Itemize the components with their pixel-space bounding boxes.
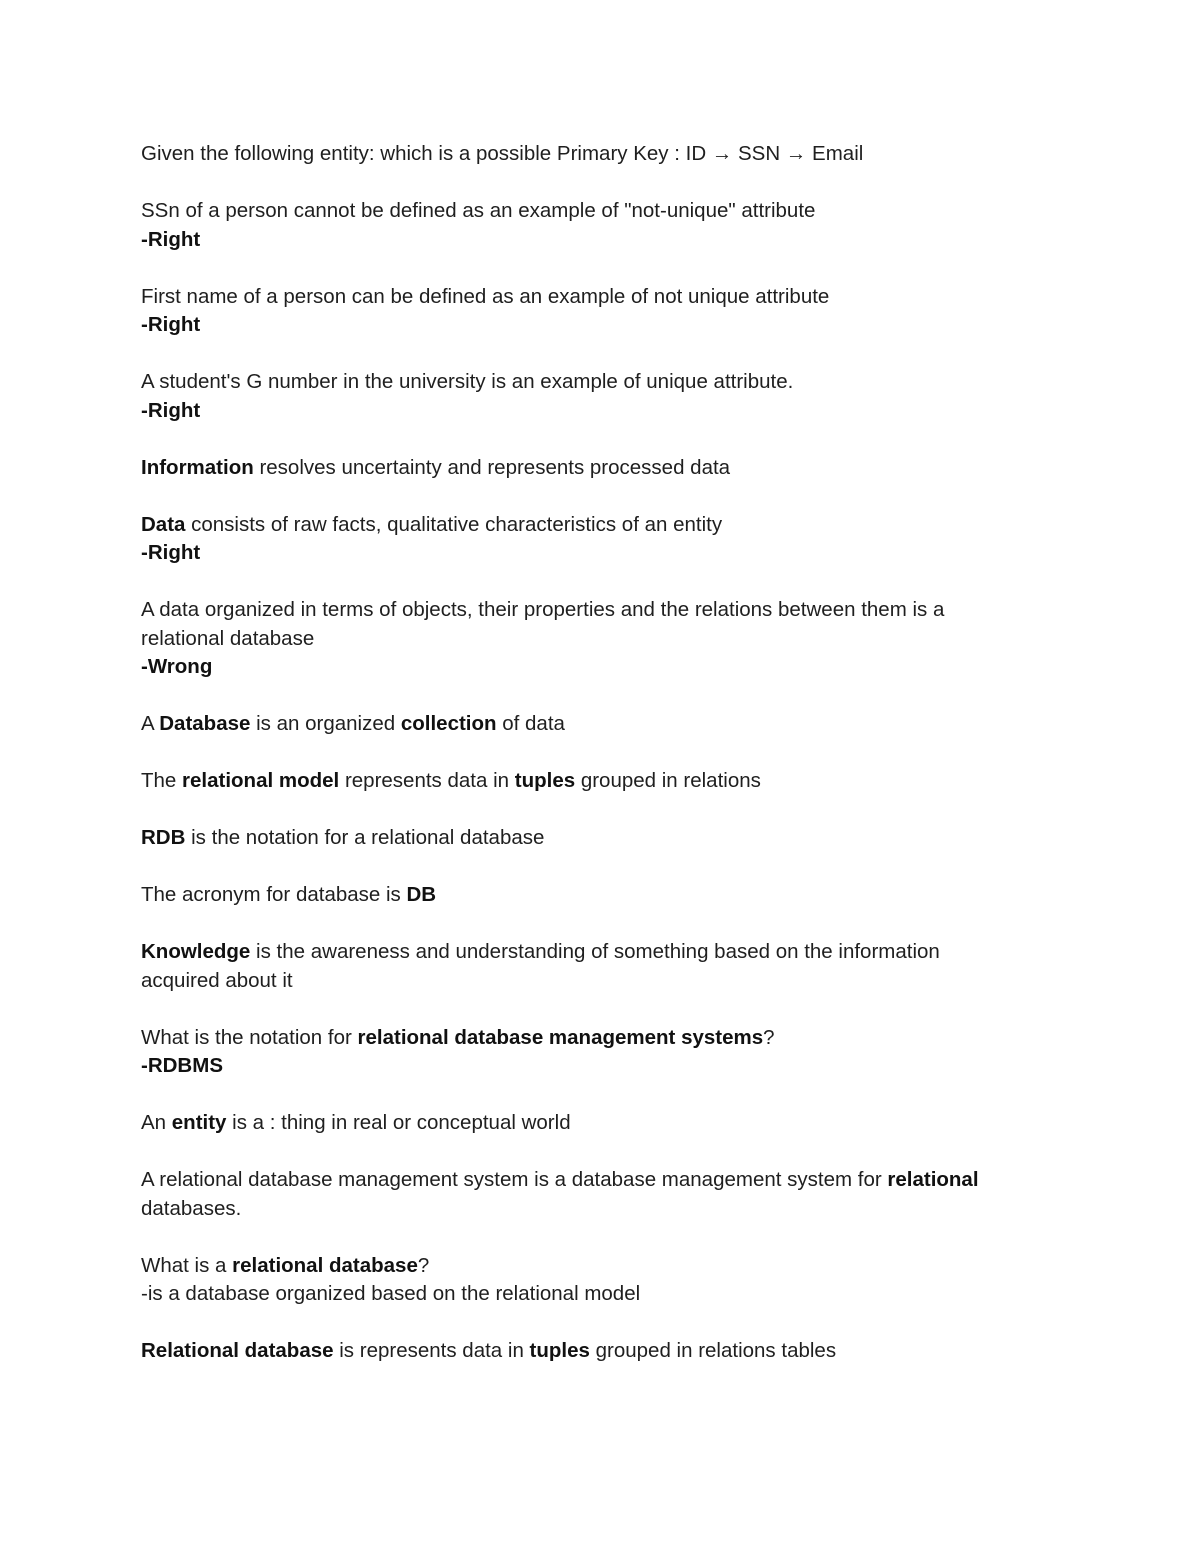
text-run: The acronym for database is [141, 883, 407, 906]
bold-text: relational database management systems [357, 1025, 764, 1049]
text-line [141, 881, 1041, 910]
text-run: What is a [141, 1253, 233, 1277]
text-run: A relational database management system is a database management system for [141, 1168, 888, 1191]
text-line [141, 767, 1041, 796]
text-line [141, 1337, 1041, 1366]
text-line [141, 1052, 1041, 1081]
paragraph [141, 938, 1041, 995]
text-run: A data organized in terms of objects, their properties and the relations between them is a [141, 598, 945, 621]
text-line [141, 197, 1041, 226]
text-run: of data [496, 712, 565, 735]
bold-text: Knowledge [141, 940, 251, 963]
text-run: The [141, 769, 183, 792]
paragraph [141, 1109, 1041, 1138]
text-line [141, 140, 1041, 169]
text-line [141, 967, 1041, 996]
text-line [141, 539, 1041, 568]
bold-text: -Right [141, 227, 201, 251]
document-body [141, 140, 1041, 1394]
text-line [141, 710, 1041, 739]
bold-text: RDB [141, 826, 186, 849]
text-run: ? [763, 1025, 775, 1049]
text-line [141, 938, 1041, 967]
paragraph [141, 368, 1041, 425]
bold-text: -Right [141, 313, 201, 336]
bold-text: relational database [232, 1253, 418, 1277]
text-line [141, 1024, 1041, 1053]
bold-text: Data [141, 512, 186, 536]
text-run: databases. [141, 1196, 242, 1220]
text-run: grouped in relations [575, 769, 761, 792]
paragraph [141, 454, 1041, 483]
text-run: grouped in relations tables [589, 1339, 837, 1362]
paragraph [141, 197, 1041, 254]
text-line [141, 311, 1041, 340]
text-run: acquired about it [141, 968, 293, 992]
bold-text: -Wrong [141, 655, 213, 678]
text-run: is a : thing in real or conceptual world [226, 1111, 571, 1134]
bold-text: tuples [529, 1339, 590, 1362]
paragraph [141, 881, 1041, 910]
bold-text: Information [141, 455, 254, 479]
paragraph [141, 1337, 1041, 1366]
paragraph [141, 1166, 1041, 1223]
bold-text: entity [171, 1111, 227, 1134]
text-run: Given the following entity: which is a possible Primary Key : ID → SSN → Email [141, 142, 864, 165]
text-run: resolves uncertainty and represents processed data [253, 455, 731, 479]
bold-text: -Right [141, 541, 201, 564]
paragraph [141, 283, 1041, 340]
text-run: A student's G number in the university is an example of unique attribute. [141, 370, 794, 393]
text-line [141, 1195, 1041, 1224]
paragraph [141, 824, 1041, 853]
text-line [141, 1280, 1041, 1309]
text-run: consists of raw facts, qualitative characteristics of an entity [185, 512, 723, 536]
text-run: is the awareness and understanding of something based on the information [250, 940, 940, 963]
text-line [141, 454, 1041, 483]
text-run: is an organized [250, 712, 401, 735]
paragraph [141, 511, 1041, 568]
bold-text: Relational database [141, 1339, 334, 1362]
text-run: First name of a person can be defined as an example of not unique attribute [141, 284, 830, 308]
text-run: ? [417, 1253, 430, 1277]
text-line [141, 653, 1041, 682]
text-line [141, 283, 1041, 312]
text-run: A [141, 712, 160, 735]
text-line [141, 226, 1041, 255]
paragraph [141, 1024, 1041, 1081]
text-run: is the notation for a relational database [185, 826, 545, 849]
paragraph [141, 767, 1041, 796]
paragraph [141, 710, 1041, 739]
text-line [141, 1252, 1041, 1281]
text-line [141, 1166, 1041, 1195]
bold-text: Database [159, 712, 251, 735]
text-run: What is the notation for [141, 1025, 358, 1049]
text-run: represents data in [339, 769, 515, 792]
bold-text: collection [400, 712, 497, 735]
text-line [141, 511, 1041, 540]
text-line [141, 625, 1041, 654]
bold-text: relational model [182, 769, 340, 792]
text-line [141, 824, 1041, 853]
paragraph [141, 140, 1041, 169]
paragraph [141, 596, 1041, 682]
bold-text: -Right [141, 398, 201, 422]
bold-text: -RDBMS [141, 1054, 223, 1077]
text-line [141, 397, 1041, 426]
text-run: relational database [141, 626, 315, 650]
bold-text: relational [887, 1168, 979, 1191]
paragraph [141, 1252, 1041, 1309]
text-run: -is a database organized based on the relational model [141, 1282, 641, 1305]
text-line [141, 596, 1041, 625]
bold-text: DB [406, 883, 437, 906]
bold-text: tuples [514, 769, 576, 792]
text-line [141, 1109, 1041, 1138]
text-run: is represents data in [333, 1339, 530, 1362]
text-run: SSn of a person cannot be defined as an example of "not-unique" attribute [141, 199, 816, 222]
text-line [141, 368, 1041, 397]
text-run: An [141, 1111, 172, 1134]
